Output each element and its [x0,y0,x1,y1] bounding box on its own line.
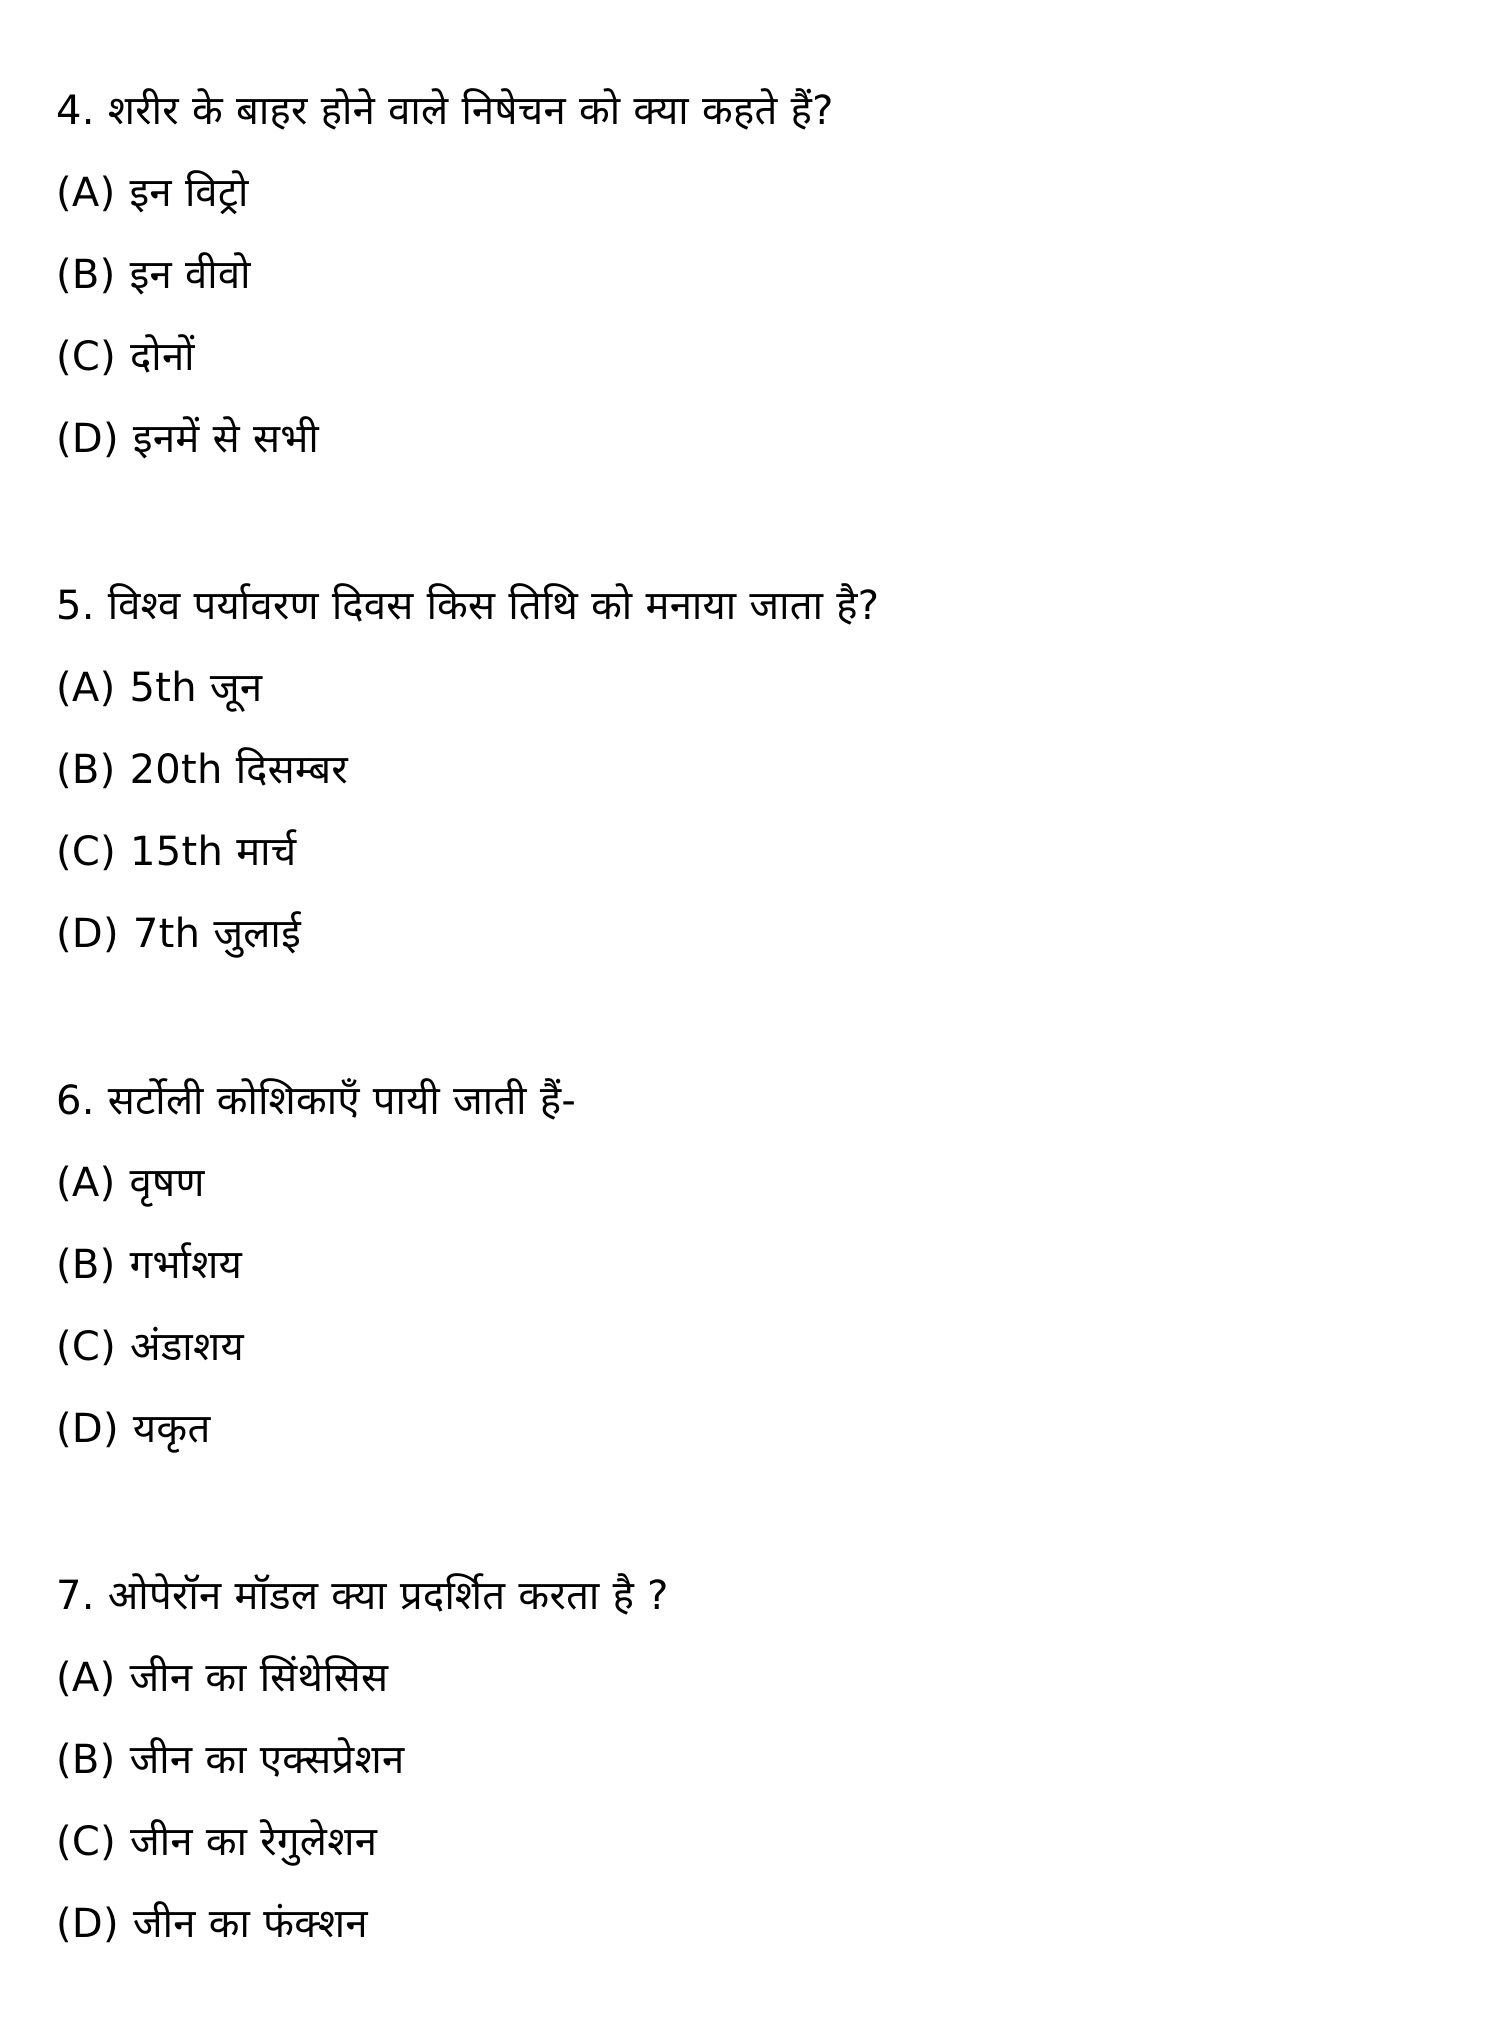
option-a [56,1637,1449,1719]
option-c [56,1801,1449,1883]
question-number: 4. [56,88,95,134]
option-c [56,316,1449,398]
question-7-text [56,1555,1449,1637]
option-a [56,647,1449,729]
option-text: जीन का फंक्शन [132,1901,368,1947]
question-6-options [56,1142,1449,1470]
question-stem: ओपेरॉन मॉडल क्या प्रदर्शित करता है ? [107,1573,669,1619]
option-text: 5th जून [129,665,263,711]
option-text: इनमें से सभी [132,416,320,462]
option-text: 7th जुलाई [132,911,302,957]
option-label: (C) [56,829,117,875]
option-text: वृषण [129,1160,205,1206]
option-d [56,1883,1449,1965]
option-text: अंडाशय [130,1324,244,1370]
option-text: 20th दिसम्बर [129,747,349,793]
option-label: (A) [56,1160,116,1206]
option-label: (D) [56,416,119,462]
question-7 [56,1555,1449,1965]
question-4 [56,70,1449,480]
question-stem: सर्टोली कोशिकाएँ पायी जाती हैं- [107,1078,577,1124]
option-b [56,1719,1449,1801]
option-a [56,152,1449,234]
option-d [56,398,1449,480]
question-5 [56,565,1449,975]
option-label: (A) [56,665,116,711]
option-label: (D) [56,1901,119,1947]
option-text: इन वीवो [129,252,251,298]
option-a [56,1142,1449,1224]
option-label: (D) [56,1406,119,1452]
option-text: इन विट्रो [129,170,249,216]
question-stem: शरीर के बाहर होने वाले निषेचन को क्या कहते हैं? [107,88,834,134]
option-text: जीन का रेगुलेशन [130,1819,378,1865]
option-d [56,893,1449,975]
option-d [56,1388,1449,1470]
option-label: (B) [56,1737,116,1783]
question-number: 5. [56,583,95,629]
option-label: (C) [56,334,117,380]
question-number: 6. [56,1078,95,1124]
option-b [56,234,1449,316]
option-label: (C) [56,1819,117,1865]
question-5-text [56,565,1449,647]
question-6 [56,1060,1449,1470]
question-6-text [56,1060,1449,1142]
option-text: जीन का सिंथेसिस [129,1655,389,1701]
question-5-options [56,647,1449,975]
option-label: (B) [56,1242,116,1288]
option-label: (D) [56,911,119,957]
option-text: दोनों [130,334,195,380]
option-text: गर्भाशय [129,1242,243,1288]
option-b [56,1224,1449,1306]
option-c [56,811,1449,893]
option-b [56,729,1449,811]
option-label: (A) [56,170,116,216]
option-text: 15th मार्च [130,829,297,875]
question-4-options [56,152,1449,480]
option-label: (C) [56,1324,117,1370]
question-7-options [56,1637,1449,1965]
question-stem: विश्व पर्यावरण दिवस किस तिथि को मनाया जाता है? [107,583,880,629]
question-4-text [56,70,1449,152]
option-text: यकृत [132,1406,211,1452]
option-c [56,1306,1449,1388]
question-number: 7. [56,1573,95,1619]
option-label: (A) [56,1655,116,1701]
option-label: (B) [56,747,116,793]
option-label: (B) [56,252,116,298]
option-text: जीन का एक्सप्रेशन [129,1737,405,1783]
